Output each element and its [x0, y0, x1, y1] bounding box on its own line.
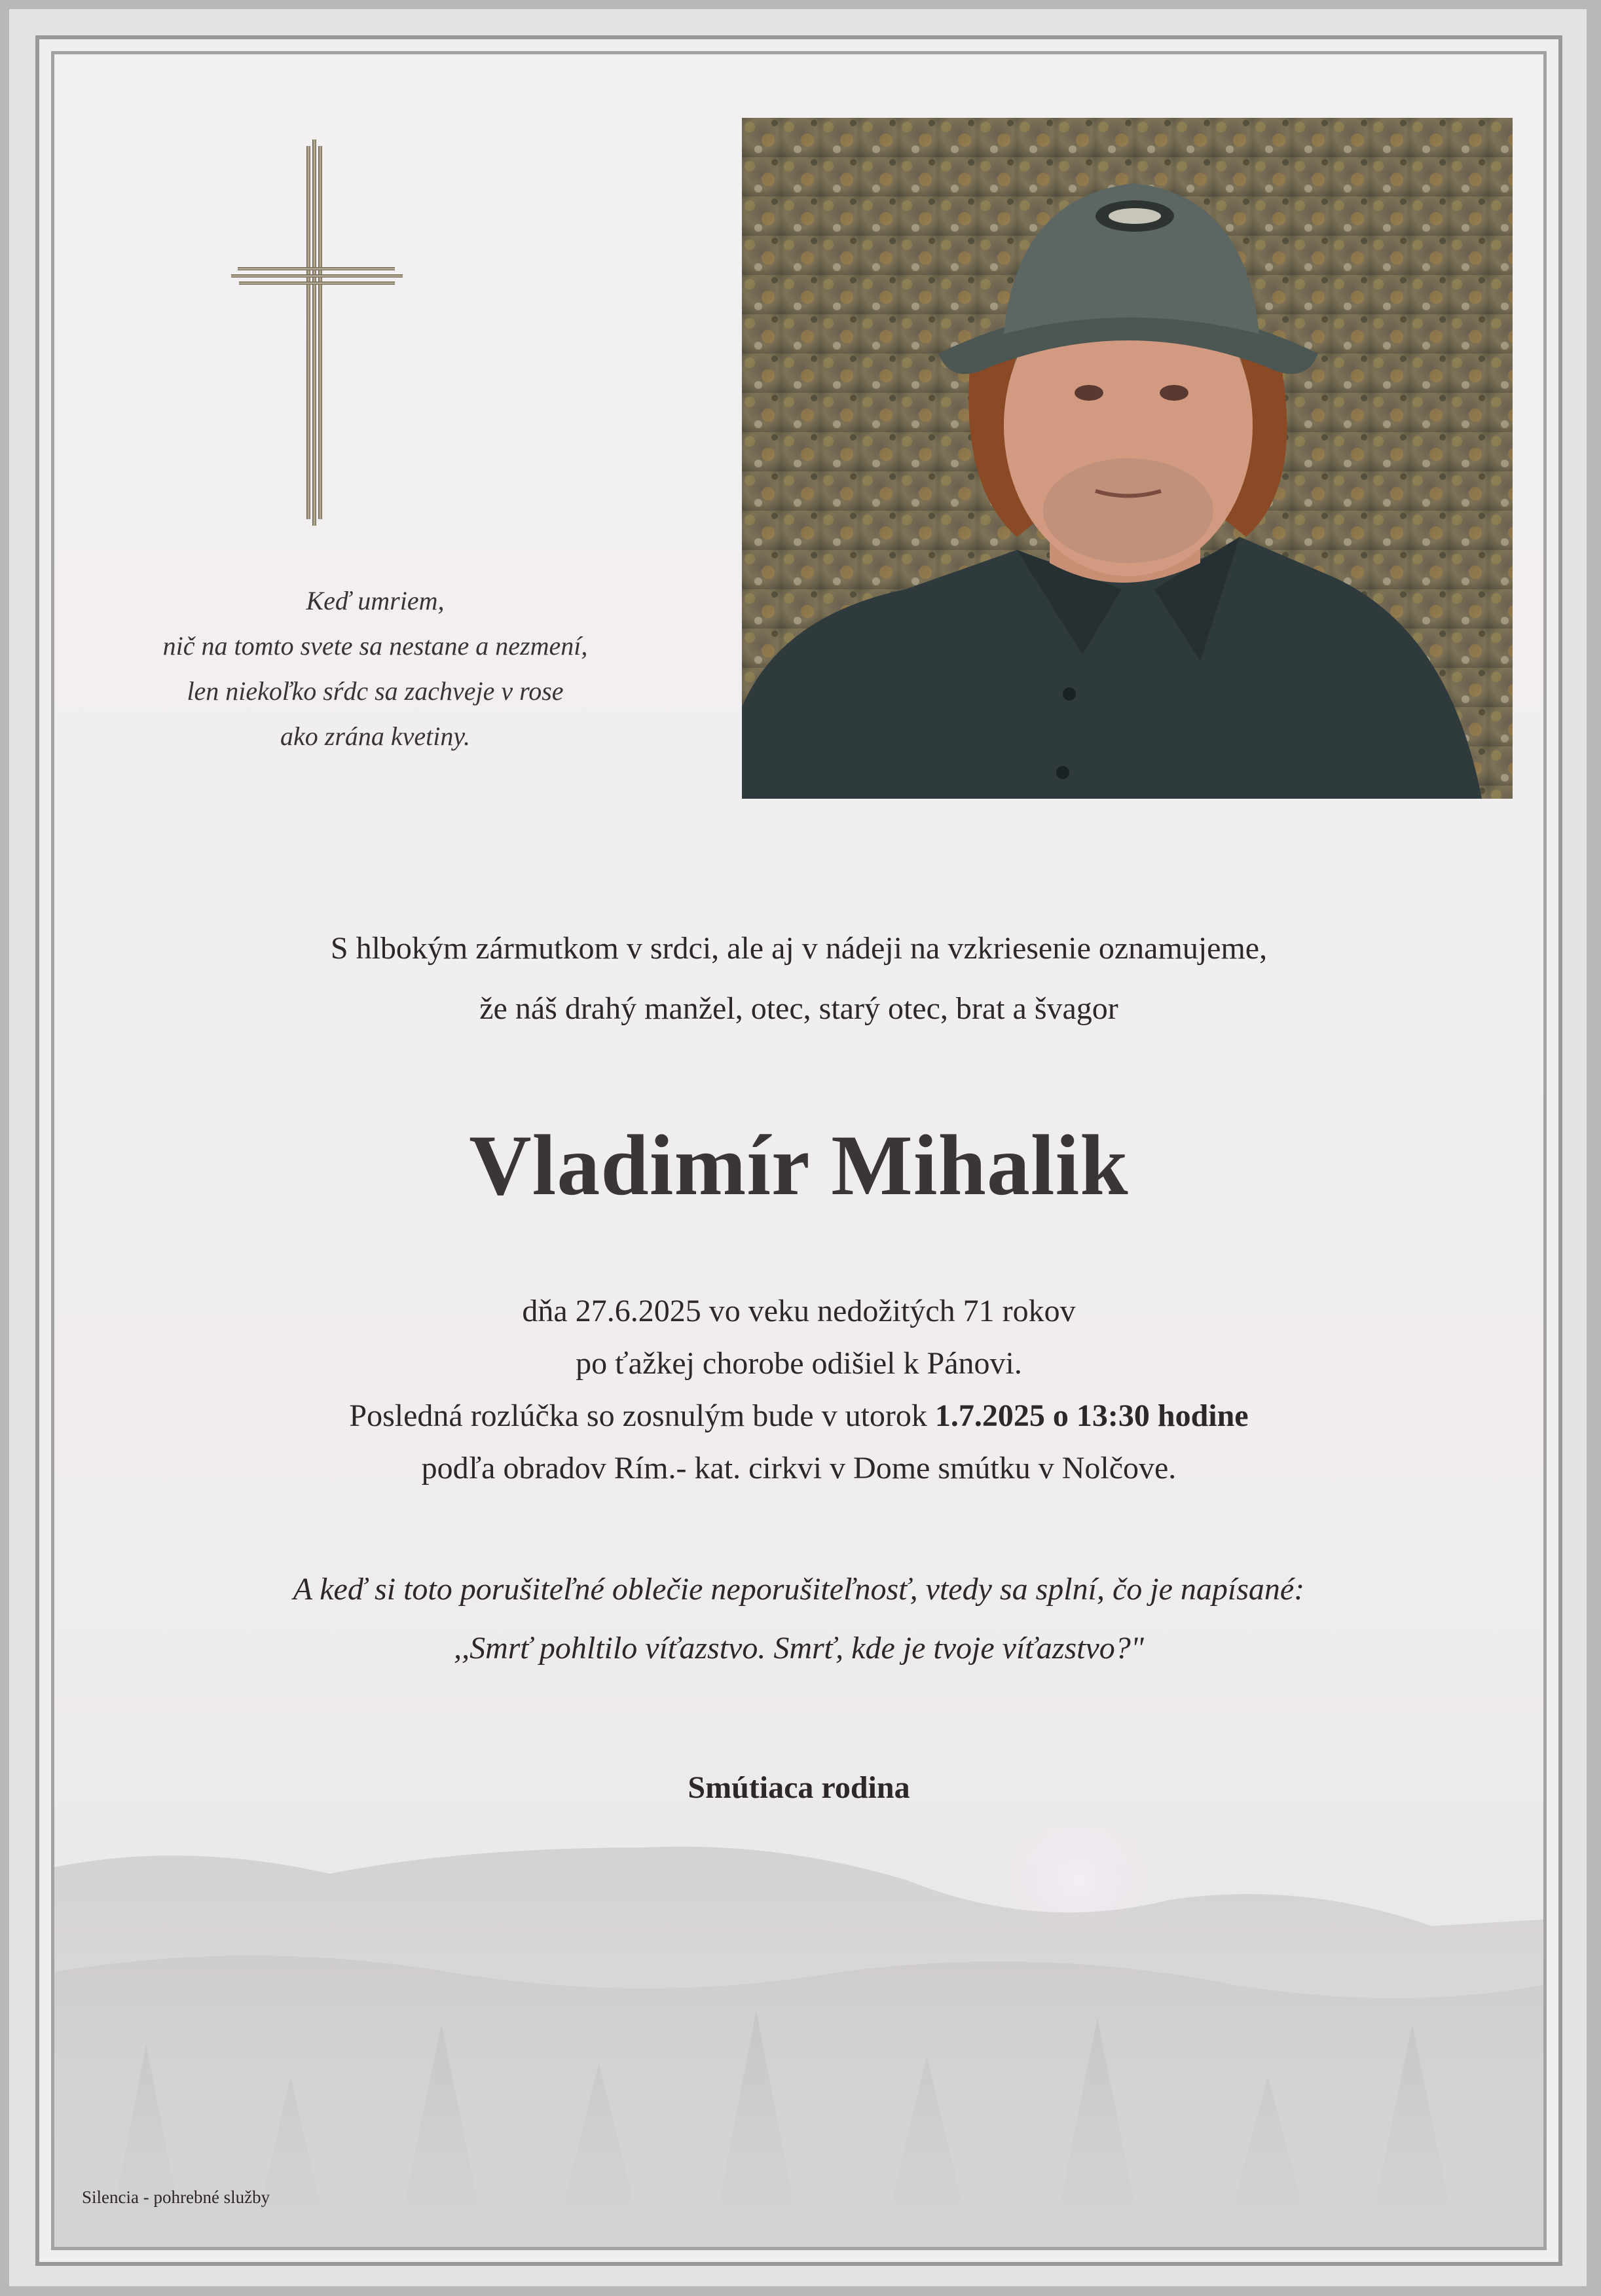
funeral-details	[54, 1285, 1543, 1495]
outer-border	[35, 35, 1562, 2266]
intro-line: že náš drahý manžel, otec, starý otec, brat a švagor	[479, 991, 1118, 1026]
landscape-background	[54, 1828, 1543, 2247]
poem-line: nič na tomto svete sa nestane a nezmení,	[162, 631, 588, 661]
poem-line: len niekoľko sŕdc sa zachveje v rose	[187, 676, 564, 706]
verse-line: A keď si toto porušiteľné oblečie neporušiteľnosť, vtedy sa splní, čo je napísané:	[293, 1572, 1305, 1607]
details-line: dňa 27.6.2025 vo veku nedožitých 71 rokov	[522, 1294, 1076, 1328]
funeral-date-time: 1.7.2025 o 13:30 hodine	[934, 1398, 1249, 1433]
scripture-verse	[54, 1560, 1543, 1678]
details-line	[54, 1390, 1543, 1442]
poem-line: Keď umriem,	[306, 586, 445, 615]
inner-border	[51, 51, 1547, 2250]
intro-line: S hlbokým zármutkom v srdci, ale aj v nádeji na vzkriesenie oznamujeme,	[330, 931, 1268, 966]
cross-icon	[218, 126, 414, 545]
poem-line: ako zrána kvetiny.	[280, 721, 470, 751]
portrait-photo	[742, 118, 1513, 799]
details-line: podľa obradov Rím.- kat. cirkvi v Dome smútku v Nolčove.	[421, 1451, 1177, 1485]
footer-credit: Silencia - pohrebné služby	[82, 2187, 270, 2207]
obituary-sheet	[9, 9, 1587, 2286]
poem	[81, 578, 670, 759]
announcement-intro	[54, 919, 1543, 1039]
details-line: po ťažkej chorobe odišiel k Pánovi.	[576, 1346, 1022, 1381]
deceased-name: Vladimír Mihalik	[469, 1117, 1129, 1213]
verse-line: ,,Smrť pohltilo víťazstvo. Smrť, kde je tvoje víťazstvo?"	[454, 1631, 1144, 1666]
family-signature: Smútiaca rodina	[688, 1770, 910, 1805]
details-text: Posledná rozlúčka so zosnulým bude v utorok	[349, 1398, 935, 1433]
